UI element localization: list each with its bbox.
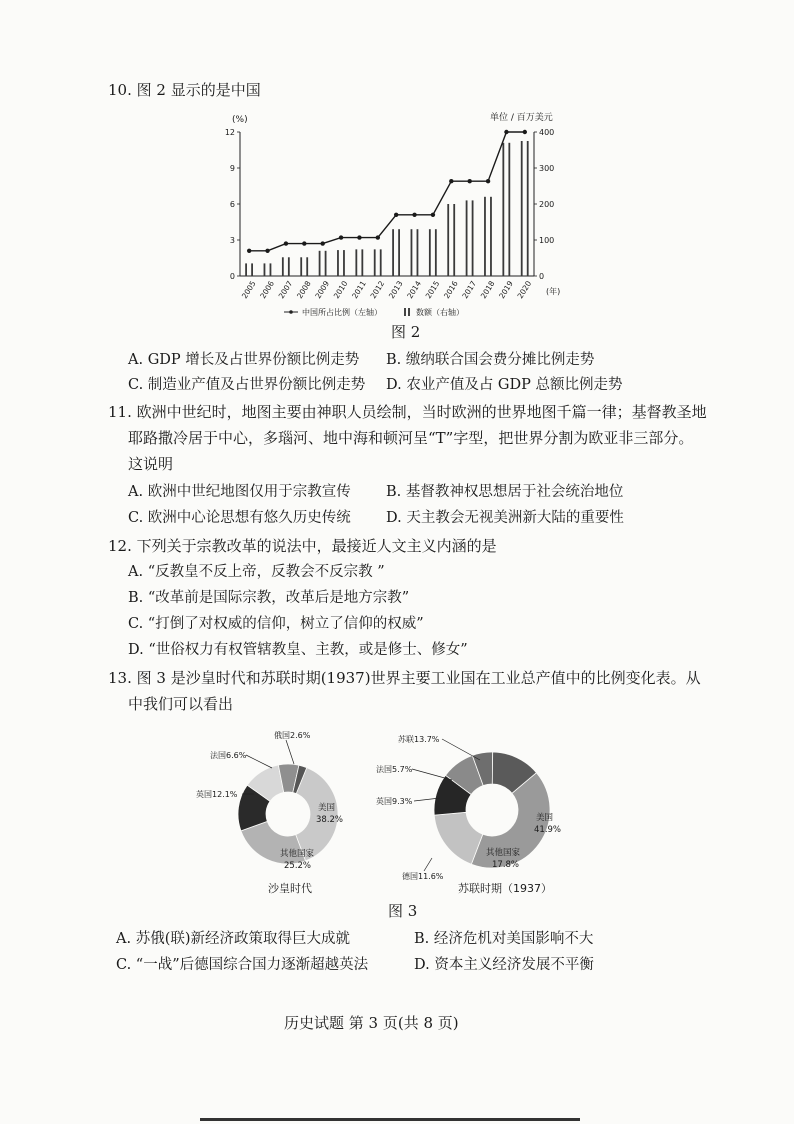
year-tick-label: 2013 [386,279,405,301]
share-point [467,179,471,183]
pie1-label-fr: 法国6.6% [210,751,247,760]
amount-bar [411,229,413,276]
year-tick-label: 2014 [405,279,424,301]
share-line [249,132,525,251]
figure3-charts [180,722,580,902]
q11-option-b[interactable]: B. 基督教神权思想居于社会统治地位 [386,484,624,500]
legend-line-label: 中国所占比例（左轴） [302,308,382,317]
year-tick-label: 2005 [239,279,258,301]
share-point [284,241,288,245]
year-tick-label: 2015 [423,279,442,301]
right-axis-unit: 单位 / 百万美元 [490,113,553,123]
q13-stem-line1: 13. 图 3 是沙皇时代和苏联时期(1937)世界主要工业国在工业总产值中的比例变化表。从 [108,669,701,687]
right-tick-label: 100 [539,236,555,245]
legend-bar-swatch [404,308,406,316]
amount-bar [343,250,345,276]
left-tick-label: 3 [229,236,235,245]
q12-option-c[interactable]: C. “打倒了对权威的信仰，树立了信仰的权威” [128,616,424,632]
year-tick-label: 2006 [258,279,277,301]
amount-bar [361,249,363,276]
amount-bar [264,263,266,276]
year-tick-label: 2016 [442,279,460,301]
q10-option-b[interactable]: B. 缴纳联合国会费分摊比例走势 [386,352,595,368]
legend-line-marker [289,310,293,314]
amount-bar [319,251,321,276]
left-tick-label: 9 [229,164,235,173]
share-point [523,130,527,134]
pie1-label-other-value: 25.2% [284,861,312,871]
figure2-caption: 图 2 [391,323,421,341]
year-tick-label: 2010 [331,279,350,301]
q11-stem-line1: 11. 欧洲中世纪时，地图主要由神职人员绘制，当时欧洲的世界地图千篇一律；基督教圣地 [108,403,707,421]
share-point [449,179,453,183]
amount-bar [453,204,455,276]
share-point [412,213,416,217]
share-point [265,249,269,253]
year-tick-label: 2008 [295,279,313,301]
amount-bar [502,143,504,276]
share-point [504,130,508,134]
amount-bar [392,229,394,276]
left-tick-label: 0 [229,272,235,281]
share-point [394,213,398,217]
share-point [247,249,251,253]
q10-option-d[interactable]: D. 农业产值及占 GDP 总额比例走势 [386,377,623,393]
pie1-label-other: 其他国家 [280,849,315,859]
left-tick-label: 12 [224,128,235,137]
pie1-title: 沙皇时代 [268,882,312,895]
amount-bar [472,200,474,276]
year-unit: (年) [546,287,561,296]
amount-bar [270,263,272,276]
amount-bar [429,229,431,276]
year-tick-label: 2011 [350,279,368,301]
legend-bar-label: 数额（右轴） [416,308,464,317]
q13-option-c[interactable]: C. “一战”后德国综合国力逐渐超越英法 [116,957,369,973]
amount-bar [355,249,357,276]
legend-bar-swatch-2 [408,308,410,316]
pie1-label-ru: 俄国2.6% [274,731,311,740]
pie2-label-su: 苏联13.7% [398,735,440,744]
pie2-leader-de [424,858,432,871]
pie1-label-uk: 英国12.1% [196,790,238,799]
amount-bar [398,229,400,276]
q12-option-d[interactable]: D. “世俗权力有权管辖教皇、主教，或是修士、修女” [128,642,468,658]
right-tick-label: 400 [539,128,555,137]
amount-bar [484,197,486,276]
left-tick-label: 6 [229,200,235,209]
amount-bar [251,263,253,276]
year-tick-label: 2019 [497,279,515,301]
pie2-leader-su [442,739,480,760]
pie1-leader-ru [286,740,294,764]
amount-bar [380,249,382,276]
amount-bar [337,250,339,276]
q13-stem-line2: 中我们可以看出 [128,695,234,713]
share-point [357,235,361,239]
year-tick-label: 2018 [478,279,497,301]
amount-bar [417,229,419,276]
amount-bar [508,143,510,276]
amount-bar [245,263,247,276]
share-point [486,179,490,183]
amount-bar [521,141,523,276]
pie2-label-us: 美国 [536,813,554,823]
amount-bar [325,251,327,276]
right-tick-label: 0 [539,272,545,281]
share-point [376,235,380,239]
share-point [431,213,435,217]
q13-option-d[interactable]: D. 资本主义经济发展不平衡 [414,957,594,973]
q12-stem: 12. 下列关于宗教改革的说法中，最接近人文主义内涵的是 [108,537,497,555]
amount-bar [306,257,308,276]
year-tick-label: 2020 [515,279,534,301]
share-point [320,241,324,245]
pie1-label-us: 美国 [318,803,336,813]
pie2-label-uk: 英国9.3% [376,797,413,806]
amount-bar [466,200,468,276]
q10-option-a[interactable]: A. GDP 增长及占世界份额比例走势 [128,352,360,368]
q10-stem: 10. 图 2 显示的是中国 [108,81,261,99]
pie2-label-fr: 法国5.7% [376,765,413,774]
right-tick-label: 200 [539,200,555,209]
figure3-caption: 图 3 [388,902,418,920]
pie2-label-de: 德国11.6% [402,872,444,881]
q13-option-a[interactable]: A. 苏俄(联)新经济政策取得巨大成就 [116,931,351,947]
q11-option-a[interactable]: A. 欧洲中世纪地图仅用于宗教宣传 [128,484,351,500]
pie1-leader-fr [246,755,272,768]
pie2-label-other-value: 17.8% [492,860,520,870]
amount-bar [490,197,492,276]
q11-stem-line2: 耶路撒冷居于中心，多瑙河、地中海和顿河呈“T”字型，把世界分割为欧亚非三部分。 [128,429,694,447]
bottom-rule [200,1118,580,1121]
left-axis-unit: (%) [232,115,248,125]
year-tick-label: 2017 [460,279,479,301]
figure2-chart [224,104,578,320]
share-point [339,235,343,239]
figure2-plot-area [225,128,554,300]
share-point [302,241,306,245]
year-tick-label: 2007 [276,279,295,301]
amount-bar [288,257,290,276]
q11-option-d[interactable]: D. 天主教会无视美洲新大陆的重要性 [386,510,624,526]
q12-option-b[interactable]: B. “改革前是国际宗教，改革后是地方宗教” [128,590,410,606]
pie2-label-other: 其他国家 [486,848,521,858]
page-footer: 历史试题 第 3 页(共 8 页) [284,1014,459,1032]
q12-option-a[interactable]: A. “反教皇不反上帝，反教会不反宗教 ” [128,564,385,580]
q10-option-c[interactable]: C. 制造业产值及占世界份额比例走势 [128,377,366,393]
year-tick-label: 2012 [368,279,387,301]
right-tick-label: 300 [539,164,555,173]
q13-option-b[interactable]: B. 经济危机对美国影响不大 [414,931,594,947]
amount-bar [527,141,529,276]
pie2-title: 苏联时期（1937） [458,882,552,895]
pie2-label-us-value: 41.9% [534,825,562,835]
amount-bar [300,257,302,276]
amount-bar [282,257,284,276]
q11-stem-line3: 这说明 [128,455,174,473]
year-tick-label: 2009 [313,279,332,301]
amount-bar [447,204,449,276]
amount-bar [435,229,437,276]
q11-option-c[interactable]: C. 欧洲中心论思想有悠久历史传统 [128,510,351,526]
amount-bar [374,249,376,276]
pie1-label-us-value: 38.2% [316,815,344,825]
